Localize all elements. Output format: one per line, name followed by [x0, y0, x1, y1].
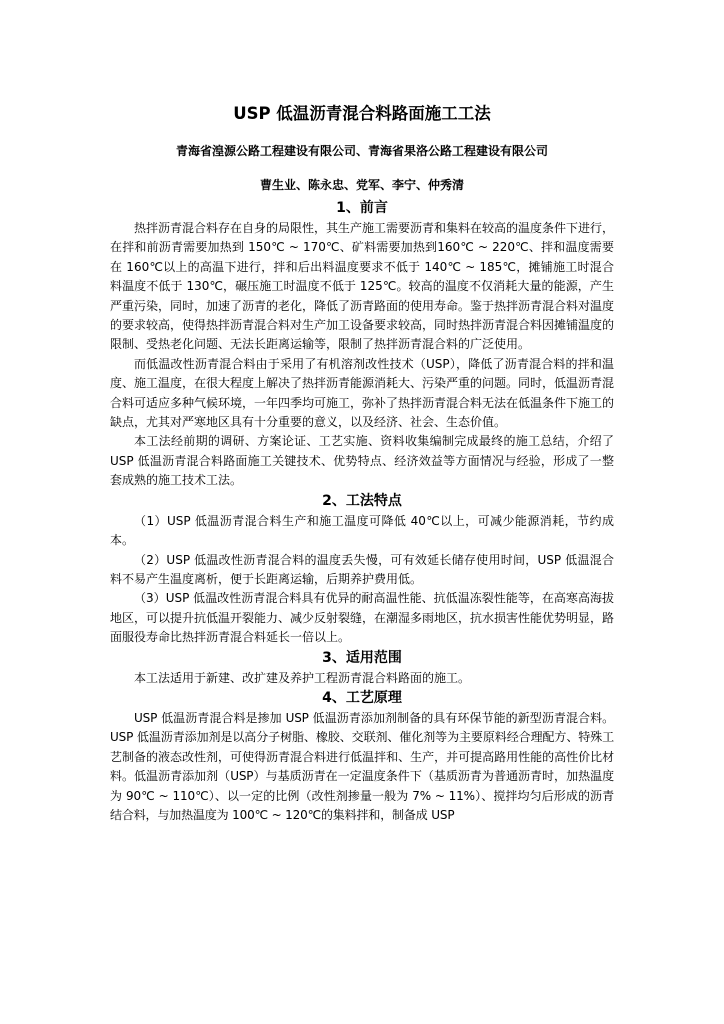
authors-line: 曹生业、陈永忠、党军、李宁、仲秀清	[259, 178, 464, 192]
features-paragraph-2: （2）USP 低温改性沥青混合料的温度丢失慢，可有效延长储存使用时间，USP 低温混合料不易产生温度离析，便于长距离运输，后期养护费用低。	[110, 552, 614, 586]
section-heading-features: 2、工法特点	[322, 492, 402, 509]
features-paragraph-1: （1）USP 低温沥青混合料生产和施工温度可降低 40℃以上，可减少能源消耗，节约成本。	[110, 513, 614, 548]
section-heading-scope: 3、适用范围	[322, 649, 402, 666]
features-paragraph-3: （3）USP 低温改性沥青混合料具有优异的耐高温性能、抗低温冻裂性能等，在高寒高海拔地区，可以提升抗低温开裂能力、减少反射裂缝，在潮湿多雨地区，抗水损害性能优势明显，路面服役寿命比热拌沥青混合料延长一倍以上。	[110, 591, 615, 645]
preface-paragraph-3: 本工法经前期的调研、方案论证、工艺实施、资料收集编制完成最终的施工总结，介绍了 USP 低温沥青混合料路面施工关键技术、优势特点、经济效益等方面情况与经验，形成了一整套成熟的施工技术工法。	[110, 434, 614, 488]
document-page	[110, 102, 614, 825]
principle-paragraph-1: USP 低温沥青混合料是掺加 USP 低温沥青添加剂制备的具有环保节能的新型沥青混合料。USP 低温沥青添加剂是以高分子树脂、橡胶、交联剂、催化剂等为主要原料经合理配方、特殊工艺制备的液态改性剂，可使得沥青混合料进行低温拌和、生产，并可提高路用性能的高性价比材料。低温沥青添加剂（USP）与基质沥青在一定温度条件下（基质沥青为普通沥青时，加热温度为 90℃ ~ 110℃）、以一定的比例（改性剂掺量一般为 7% ~ 11%）、搅拌均匀后形成的沥青结合料，与加热温度为 100℃ ~ 120℃的集料拌和，制备成 USP	[110, 710, 614, 822]
organizations-line: 青海省湟源公路工程建设有限公司、青海省果洛公路工程建设有限公司	[175, 144, 548, 158]
section-heading-preface: 1、前言	[336, 200, 388, 216]
preface-paragraph-1: 热拌沥青混合料存在自身的局限性，其生产施工需要沥青和集料在较高的温度条件下进行，在拌和前沥青需要加热到 150℃ ~ 170℃、矿料需要加热到160℃ ~ 220℃、拌和温度需要在 160℃以上的高温下进行，拌和后出料温度要求不低于 140℃ ~ 185℃，摊铺施工时混合料温度不低于 130℃，碾压施工时温度不低于 125℃。较高的温度不仅消耗大量的能源，产生严重污染，同时，加速了沥青的老化，降低了沥青路面的使用寿命。鉴于热拌沥青混合料对温度的要求较高，使得热拌沥青混合料对生产加工设备要求较高，同时热拌沥青混合料因摊铺温度的限制、受热老化问题、无法长距离运输等，限制了热拌沥青混合料的广泛使用。	[110, 221, 615, 352]
scope-paragraph-1: 本工法适用于新建、改扩建及养护工程沥青混合料路面的施工。	[134, 670, 471, 685]
preface-paragraph-2: 而低温改性沥青混合料由于采用了有机溶剂改性技术（USP），降低了沥青混合料的拌和温度、施工温度，在很大程度上解决了热拌沥青能源消耗大、污染严重的问题。同时，低温沥青混合料可适应多种气候环境，一年四季均可施工，弥补了热拌沥青混合料无法在低温条件下施工的缺点，尤其对严寒地区具有十分重要的意义，以及经济、社会、生态价值。	[110, 356, 615, 430]
section-heading-principle: 4、工艺原理	[322, 689, 402, 706]
document-title: USP 低温沥青混合料路面施工工法	[233, 104, 491, 123]
